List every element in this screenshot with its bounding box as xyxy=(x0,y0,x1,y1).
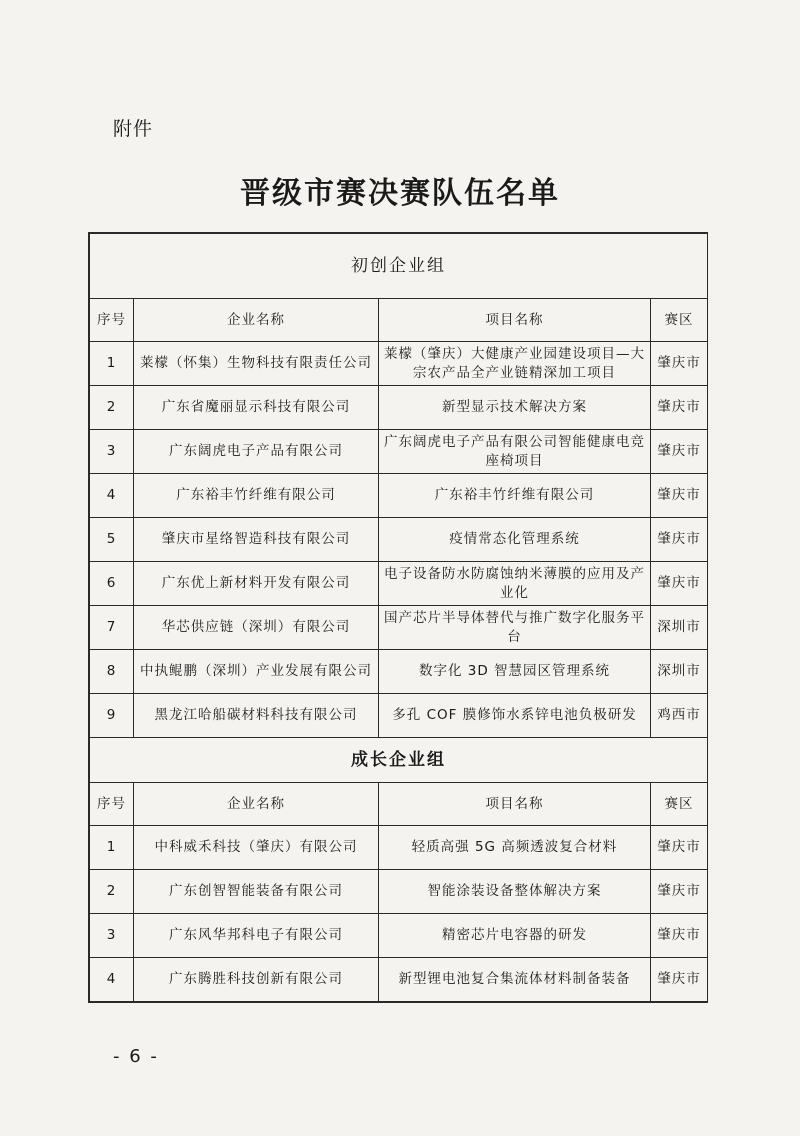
table-row xyxy=(90,430,708,474)
column-header-company: 企业名称 xyxy=(134,299,379,342)
cell-seq: 8 xyxy=(90,650,134,694)
table-row xyxy=(90,386,708,430)
roster-table-body xyxy=(90,234,708,1002)
cell-project: 新型显示技术解决方案 xyxy=(379,386,651,430)
cell-seq: 5 xyxy=(90,518,134,562)
cell-region: 深圳市 xyxy=(651,650,708,694)
group-heading-row xyxy=(90,738,708,783)
cell-company: 华芯供应链（深圳）有限公司 xyxy=(134,606,379,650)
column-header-seq: 序号 xyxy=(90,299,134,342)
roster-table xyxy=(89,233,708,1002)
column-header-seq: 序号 xyxy=(90,783,134,826)
column-header-project: 项目名称 xyxy=(379,299,651,342)
cell-project: 莱檬（肇庆）大健康产业园建设项目—大宗农产品全产业链精深加工项目 xyxy=(379,342,651,386)
cell-project: 数字化 3D 智慧园区管理系统 xyxy=(379,650,651,694)
column-header-project: 项目名称 xyxy=(379,783,651,826)
cell-project: 电子设备防水防腐蚀纳米薄膜的应用及产业化 xyxy=(379,562,651,606)
table-row xyxy=(90,474,708,518)
cell-seq: 4 xyxy=(90,958,134,1002)
table-row xyxy=(90,606,708,650)
cell-company: 广东优上新材料开发有限公司 xyxy=(134,562,379,606)
cell-project: 精密芯片电容器的研发 xyxy=(379,914,651,958)
cell-region: 鸡西市 xyxy=(651,694,708,738)
cell-company: 肇庆市星络智造科技有限公司 xyxy=(134,518,379,562)
cell-company: 莱檬（怀集）生物科技有限责任公司 xyxy=(134,342,379,386)
document-title: 晋级市赛决赛队伍名单 xyxy=(240,176,560,211)
table-row xyxy=(90,694,708,738)
cell-company: 广东裕丰竹纤维有限公司 xyxy=(134,474,379,518)
column-header-company: 企业名称 xyxy=(134,783,379,826)
attachment-label: 附件 xyxy=(113,118,154,140)
table-row xyxy=(90,826,708,870)
cell-company: 广东创智智能装备有限公司 xyxy=(134,870,379,914)
cell-seq: 2 xyxy=(90,386,134,430)
cell-project: 新型锂电池复合集流体材料制备装备 xyxy=(379,958,651,1002)
group-heading: 初创企业组 xyxy=(90,234,708,299)
group-heading-row xyxy=(90,234,708,299)
table-row xyxy=(90,562,708,606)
cell-company: 黑龙江哈船碳材料科技有限公司 xyxy=(134,694,379,738)
cell-region: 肇庆市 xyxy=(651,562,708,606)
roster-table-frame xyxy=(88,232,708,1003)
cell-seq: 7 xyxy=(90,606,134,650)
table-row xyxy=(90,342,708,386)
cell-company: 广东风华邦科电子有限公司 xyxy=(134,914,379,958)
cell-region: 肇庆市 xyxy=(651,914,708,958)
cell-region: 肇庆市 xyxy=(651,518,708,562)
cell-region: 深圳市 xyxy=(651,606,708,650)
cell-project: 广东裕丰竹纤维有限公司 xyxy=(379,474,651,518)
table-row xyxy=(90,914,708,958)
table-row xyxy=(90,518,708,562)
cell-project: 广东阔虎电子产品有限公司智能健康电竞座椅项目 xyxy=(379,430,651,474)
cell-seq: 6 xyxy=(90,562,134,606)
cell-project: 国产芯片半导体替代与推广数字化服务平台 xyxy=(379,606,651,650)
cell-seq: 3 xyxy=(90,914,134,958)
column-header-row xyxy=(90,299,708,342)
column-header-row xyxy=(90,783,708,826)
cell-company: 广东省魔丽显示科技有限公司 xyxy=(134,386,379,430)
cell-seq: 1 xyxy=(90,826,134,870)
cell-seq: 4 xyxy=(90,474,134,518)
cell-project: 疫情常态化管理系统 xyxy=(379,518,651,562)
cell-region: 肇庆市 xyxy=(651,342,708,386)
cell-region: 肇庆市 xyxy=(651,474,708,518)
cell-region: 肇庆市 xyxy=(651,430,708,474)
table-row xyxy=(90,870,708,914)
cell-seq: 9 xyxy=(90,694,134,738)
cell-seq: 1 xyxy=(90,342,134,386)
page-number: - 6 - xyxy=(113,1046,159,1067)
group-heading: 成长企业组 xyxy=(90,738,708,783)
cell-project: 轻质高强 5G 高频透波复合材料 xyxy=(379,826,651,870)
cell-region: 肇庆市 xyxy=(651,386,708,430)
table-row xyxy=(90,650,708,694)
cell-project: 多孔 COF 膜修饰水系锌电池负极研发 xyxy=(379,694,651,738)
cell-company: 广东腾胜科技创新有限公司 xyxy=(134,958,379,1002)
table-row xyxy=(90,958,708,1002)
cell-seq: 3 xyxy=(90,430,134,474)
cell-project: 智能涂装设备整体解决方案 xyxy=(379,870,651,914)
cell-region: 肇庆市 xyxy=(651,870,708,914)
column-header-region: 赛区 xyxy=(651,299,708,342)
column-header-region: 赛区 xyxy=(651,783,708,826)
cell-region: 肇庆市 xyxy=(651,958,708,1002)
cell-company: 中科威禾科技（肇庆）有限公司 xyxy=(134,826,379,870)
cell-company: 中执鲲鹏（深圳）产业发展有限公司 xyxy=(134,650,379,694)
cell-seq: 2 xyxy=(90,870,134,914)
cell-region: 肇庆市 xyxy=(651,826,708,870)
cell-company: 广东阔虎电子产品有限公司 xyxy=(134,430,379,474)
